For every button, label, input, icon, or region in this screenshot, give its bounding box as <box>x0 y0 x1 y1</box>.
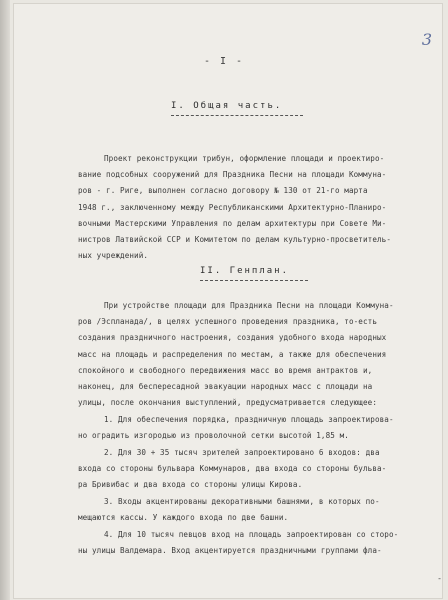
section-1-line: нистров Латвийской ССР и Комитетом по делам культурно-просветитель- <box>78 235 392 244</box>
section-2-line: улицы, после окончания выступлений, предусматривается следующее: <box>78 398 377 407</box>
section-1-heading-underline <box>171 115 303 117</box>
section-1-line: 1948 г., заключенному между Республиканскими Архитектурно-Планиро- <box>78 203 387 212</box>
edge-mark: - <box>437 574 442 583</box>
section-1-line: ных учреждений. <box>78 251 149 260</box>
section-2-line: спокойного и свободного передвижения масс во время антрактов и, <box>78 366 373 375</box>
section-2-line: создания праздничного настроения, создания удобного входа народных <box>78 333 387 342</box>
section-1-line: вочными Мастерскими Управления по делам архитектуры при Совете Ми- <box>78 219 387 228</box>
section-2-line: входа со стороны бульвара Коммунаров, два входа со стороны бульва- <box>78 464 387 473</box>
section-1-line: ров - г. Риге, выполнен согласно договору № 130 от 21-го марта <box>78 186 368 195</box>
section-2-line: ны улицы Валдемара. Вход акцентируется праздничными группами фла- <box>78 546 382 555</box>
section-2-item: 1. Для обеспечения порядка, праздничную площадь запроектирова- <box>104 415 394 424</box>
section-2-item: 3. Входы акцентированы декоративными башнями, в которых по- <box>104 497 380 506</box>
section-1-line: Проект реконструкции трибун, оформление площади и проектиро- <box>104 154 385 163</box>
section-2-heading: II. Генплан. <box>200 266 290 276</box>
handwritten-page-number: 3 <box>421 30 432 49</box>
section-2-line: мещаются кассы. У каждого входа по две башни. <box>78 513 289 522</box>
section-2-line: ров /Эспланада/, в целях успешного проведения праздника, то-есть <box>78 317 377 326</box>
page-header-number: - I - <box>203 56 245 67</box>
section-2-item: 4. Для 10 тысяч певцов вход на площадь запроектирован со сторо- <box>104 530 399 539</box>
section-2-line: ра Бривибас и два входа со стороны улицы Кирова. <box>78 480 303 489</box>
section-1-heading: I. Общая часть. <box>171 101 283 111</box>
section-1-line: вание подсобных сооружений для Праздника Песни на площади Коммуна- <box>78 170 387 179</box>
binding-edge <box>0 0 10 600</box>
section-2-line: При устройстве площади для Праздника Песни на площади Коммуна- <box>104 301 394 310</box>
section-2-line: но оградить изгородью из проволочной сетки высотой 1,85 м. <box>78 431 349 440</box>
section-2-line: наконец, для беспересадной эвакуации народных масс с площади на <box>78 382 373 391</box>
section-2-item: 2. Для 30 + 35 тысяч зрителей запроектировано 6 входов: два <box>104 448 380 457</box>
section-2-line: масс на площадь и распределения по местам, а также для обеспечения <box>78 350 387 359</box>
section-2-heading-underline <box>200 280 308 282</box>
